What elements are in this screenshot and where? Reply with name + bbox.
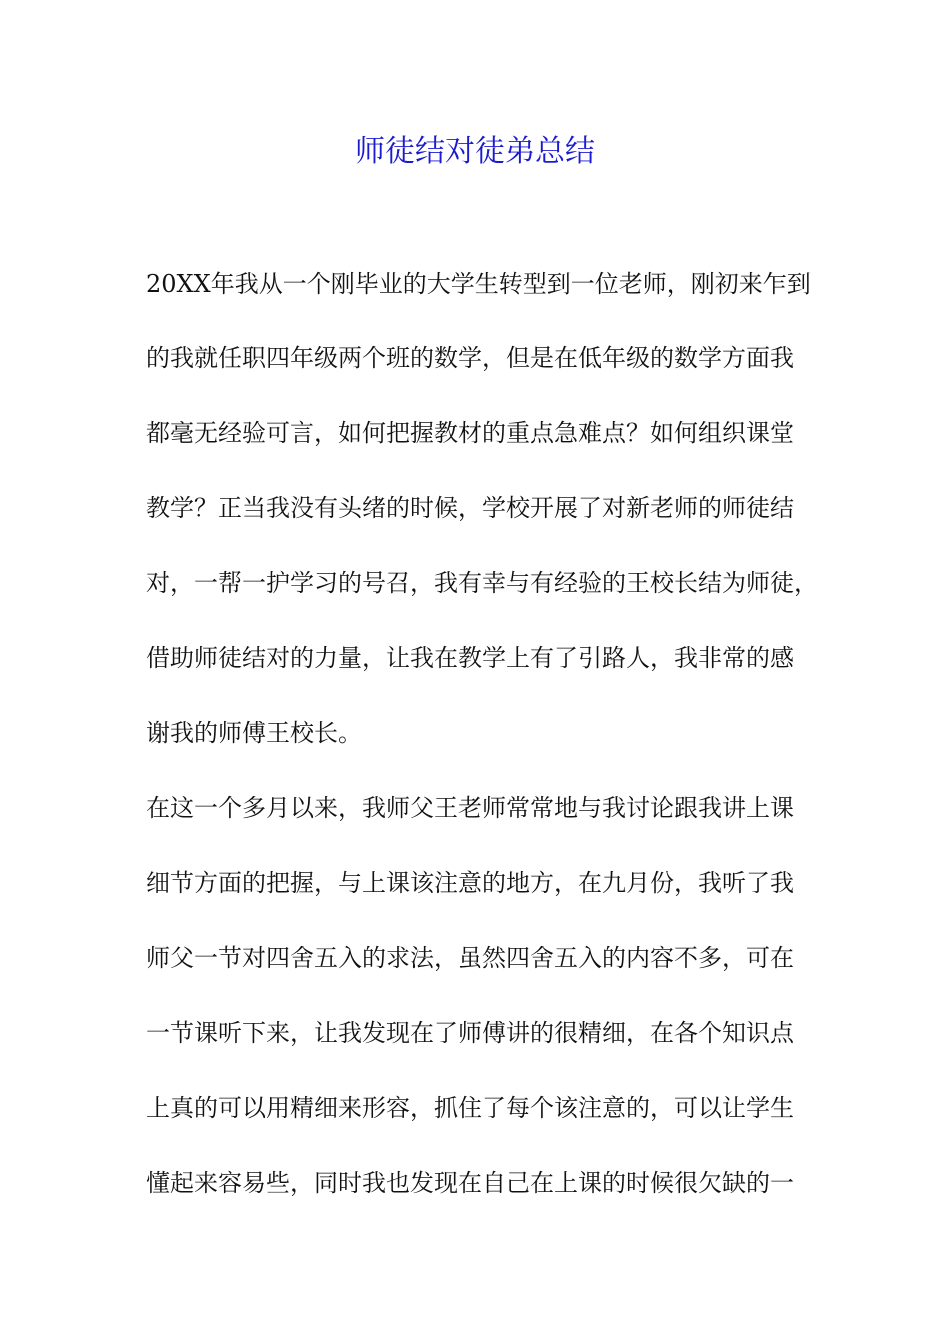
paragraph-line: 上真的可以用精细来形容，抓住了每个该注意的，可以让学生 <box>146 1094 794 1122</box>
paragraph-line: 懂起来容易些，同时我也发现在自己在上课的时候很欠缺的一 <box>146 1169 794 1197</box>
paragraph-line: 教学？正当我没有头绪的时候，学校开展了对新老师的师徒结 <box>146 494 794 522</box>
paragraph-line: 借助师徒结对的力量，让我在教学上有了引路人，我非常的感 <box>146 644 794 672</box>
document-title: 师徒结对徒弟总结 <box>355 134 595 169</box>
paragraph-line: 师父一节对四舍五入的求法，虽然四舍五入的内容不多，可在 <box>146 944 794 972</box>
paragraph-line: 都毫无经验可言，如何把握教材的重点急难点？如何组织课堂 <box>146 419 794 447</box>
paragraph-line: 一节课听下来，让我发现在了师傅讲的很精细，在各个知识点 <box>146 1019 794 1047</box>
paragraph-line: 的我就任职四年级两个班的数学，但是在低年级的数学方面我 <box>146 344 794 372</box>
paragraph-line: 20XX年我从一个刚毕业的大学生转型到一位老师，刚初来乍到 <box>146 270 811 298</box>
paragraph-line: 谢我的师傅王校长。 <box>146 719 362 747</box>
paragraph-line: 在这一个多月以来，我师父王老师常常地与我讨论跟我讲上课 <box>146 794 794 822</box>
paragraph-line: 细节方面的把握，与上课该注意的地方，在九月份，我听了我 <box>146 869 794 897</box>
paragraph-line: 对，一帮一护学习的号召，我有幸与有经验的王校长结为师徒， <box>146 569 818 597</box>
